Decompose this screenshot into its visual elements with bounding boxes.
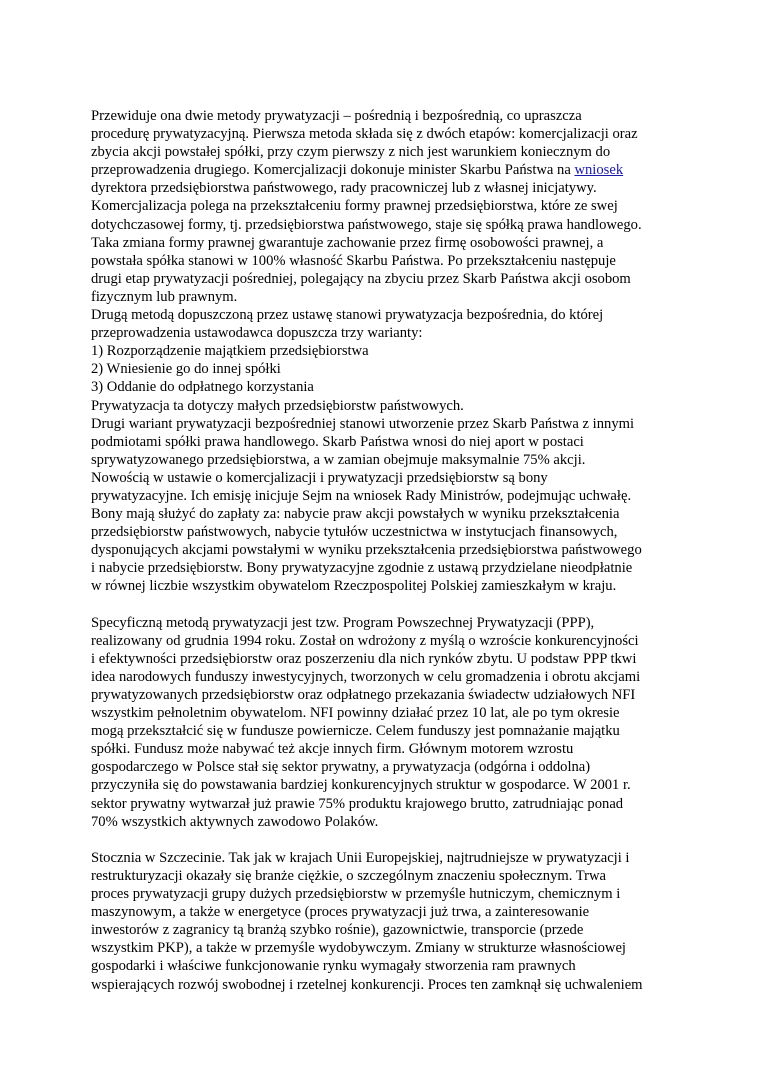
text-line: idea narodowych funduszy inwestycyjnych, tworzonych w celu gromadzenia i obrotu akcjami (91, 668, 641, 685)
text-line: sprywatyzowanego przedsiębiorstwa, a w zamian obejmuje maksymalnie 75% akcji. (91, 451, 586, 468)
text-line: dotychczasowej formy, tj. przedsiębiorstwa państwowego, staje się spółką prawa handlowego. (91, 216, 642, 233)
text-line: procedurę prywatyzacyjną. Pierwsza metoda składa się z dwóch etapów: komercjalizacji oraz (91, 126, 638, 143)
text-line: Bony mają służyć do zapłaty za: nabycie praw akcji powstałych w wyniku przekształcenia (91, 506, 620, 523)
text-line: 70% wszystkich aktywnych zawodowo Polaków. (91, 813, 379, 830)
text-line: maszynowym, a także w energetyce (proces prywatyzacji już trwa, a zainteresowanie (91, 904, 590, 921)
text-line: restrukturyzacji okazały się branże ciężkie, o szczególnym znaczeniu społecznym. Trwa (91, 867, 607, 884)
text-line: drugi etap prywatyzacji pośredniej, polegający na zbyciu przez Skarb Państwa akcji osobom (91, 270, 631, 287)
list-item: 1) Rozporządzenie majątkiem przedsiębiorstwa (91, 343, 369, 360)
text-line: gospodarczego w Polsce stał się sektor prywatny, a prywatyzacja (odgórna i oddolna) (91, 759, 591, 776)
text-line: wszystkim pełnoletnim obywatelom. NFI powinny działać przez 10 lat, ale po tym okresie (91, 705, 620, 722)
wniosek-link[interactable]: wniosek (574, 162, 624, 179)
text-line: podmiotami spółki prawa handlowego. Skarb Państwa wnosi do niej aport w postaci (91, 433, 584, 450)
text-line: prywatyzacyjne. Ich emisję inicjuje Sejm na wniosek Rady Ministrów, podejmując uchwałę. (91, 487, 632, 504)
text-line (91, 161, 700, 179)
text-line: w równej liczbie wszystkim obywatelom Rzeczpospolitej Polskiej zamieszkałym w kraju. (91, 578, 617, 595)
text-line: Drugi wariant prywatyzacji bezpośredniej stanowi utworzenie przez Skarb Państwa z innymi (91, 415, 635, 432)
text-line: przedsiębiorstw państwowych, nabycie tytułów uczestnictwa w instytucjach finansowych, (91, 524, 618, 541)
text-line: Taka zmiana formy prawnej gwarantuje zachowanie przez firmę osobowości prawnej, a (91, 234, 604, 251)
text-line: Przewiduje ona dwie metody prywatyzacji – pośrednią i bezpośrednią, co upraszcza (91, 108, 582, 124)
text-line: powstała spółka stanowi w 100% własność Skarbu Państwa. Po przekształceniu następuje (91, 252, 616, 269)
text-line: fizycznym lub prawnym. (91, 288, 238, 305)
text-line: dysponujących akcjami powstałymi w wyniku przekształcenia przedsiębiorstwa państwowego (91, 542, 642, 559)
text-line: i efektywności przedsiębiorstw oraz poszerzeniu dla nich rynków zbytu. U podstaw PPP tkwi (91, 650, 637, 667)
text-line: prywatyzowanych przedsiębiorstw oraz odpłatnego przekazania świadectw udziałowych NFI (91, 687, 636, 703)
text-line: realizowany od grudnia 1994 roku. Został on wdrożony z myślą o wzroście konkurencyjności (91, 632, 639, 649)
text-line: spółki. Fundusz może nabywać też akcje innych firm. Głównym motorem wzrostu (91, 741, 574, 758)
paragraph-ppp-program (91, 614, 700, 831)
text-line: proces prywatyzacji grupy dużych przedsiębiorstw w przemyśle hutniczym, chemicznym i (91, 886, 621, 903)
text-line: i nabycie przedsiębiorstw. Bony prywatyzacyjne zgodnie z ustawą przydzielane nieodpłatnie (91, 560, 633, 577)
list-item: 3) Oddanie do odpłatnego korzystania (91, 379, 314, 396)
text-line: zbycia akcji powstałej spółki, przy czym pierwszy z nich jest warunkiem koniecznym do (91, 144, 611, 161)
text-line: Prywatyzacja ta dotyczy małych przedsiębiorstw państwowych. (91, 397, 464, 414)
text-line: przeprowadzenia ustawodawca dopuszcza trzy warianty: (91, 325, 423, 342)
text-line: inwestorów z zagranicy tą branżą szybko rośnie), gazownictwie, transporcie (przede (91, 922, 584, 939)
text-line: Komercjalizacja polega na przekształceniu formy prawnej przedsiębiorstwa, które ze swej (91, 198, 618, 215)
list-item: 2) Wniesienie go do innej spółki (91, 361, 281, 378)
text-line: Stocznia w Szczecinie. Tak jak w krajach Unii Europejskiej, najtrudniejsze w prywatyzacji i (91, 849, 630, 866)
text-segment: przeprowadzenia drugiego. Komercjalizacji dokonuje minister Skarbu Państwa na (91, 162, 575, 179)
text-line: wszystkim PKP), a także w przemyśle wydobywczym. Zmiany w strukturze własnościowej (91, 940, 626, 957)
text-line: gospodarki i właściwe funkcjonowanie rynku wymagały stworzenia ram prawnych (91, 958, 576, 975)
paragraph-privatization-methods (91, 107, 700, 596)
text-line: przyczyniła się do powstawania bardziej konkurencyjnych struktur w gospodarce. W 2001 r. (91, 777, 631, 794)
text-line: wspierających rozwój swobodnej i rzetelnej konkurencji. Proces ten zamknął się uchwaleniem (91, 976, 643, 993)
paragraph-shipyard (91, 849, 700, 994)
text-line: mogą przekształcić się w fundusze powiernicze. Celem funduszy jest pomnażanie majątku (91, 723, 620, 740)
paragraph-spacer (91, 596, 700, 614)
text-line: Drugą metodą dopuszczoną przez ustawę stanowi prywatyzacja bezpośrednia, do której (91, 307, 604, 324)
paragraph-spacer (91, 831, 700, 849)
text-line: Nowością w ustawie o komercjalizacji i prywatyzacji przedsiębiorstw są bony (91, 469, 548, 486)
text-line: sektor prywatny wytwarzał już prawie 75% produktu krajowego brutto, zatrudniając ponad (91, 795, 624, 812)
text-line: dyrektora przedsiębiorstwa państwowego, rady pracowniczej lub z własnej inicjatywy. (91, 180, 597, 197)
text-line: Specyficzną metodą prywatyzacji jest tzw. Program Powszechnej Prywatyzacji (PPP), (91, 614, 595, 631)
